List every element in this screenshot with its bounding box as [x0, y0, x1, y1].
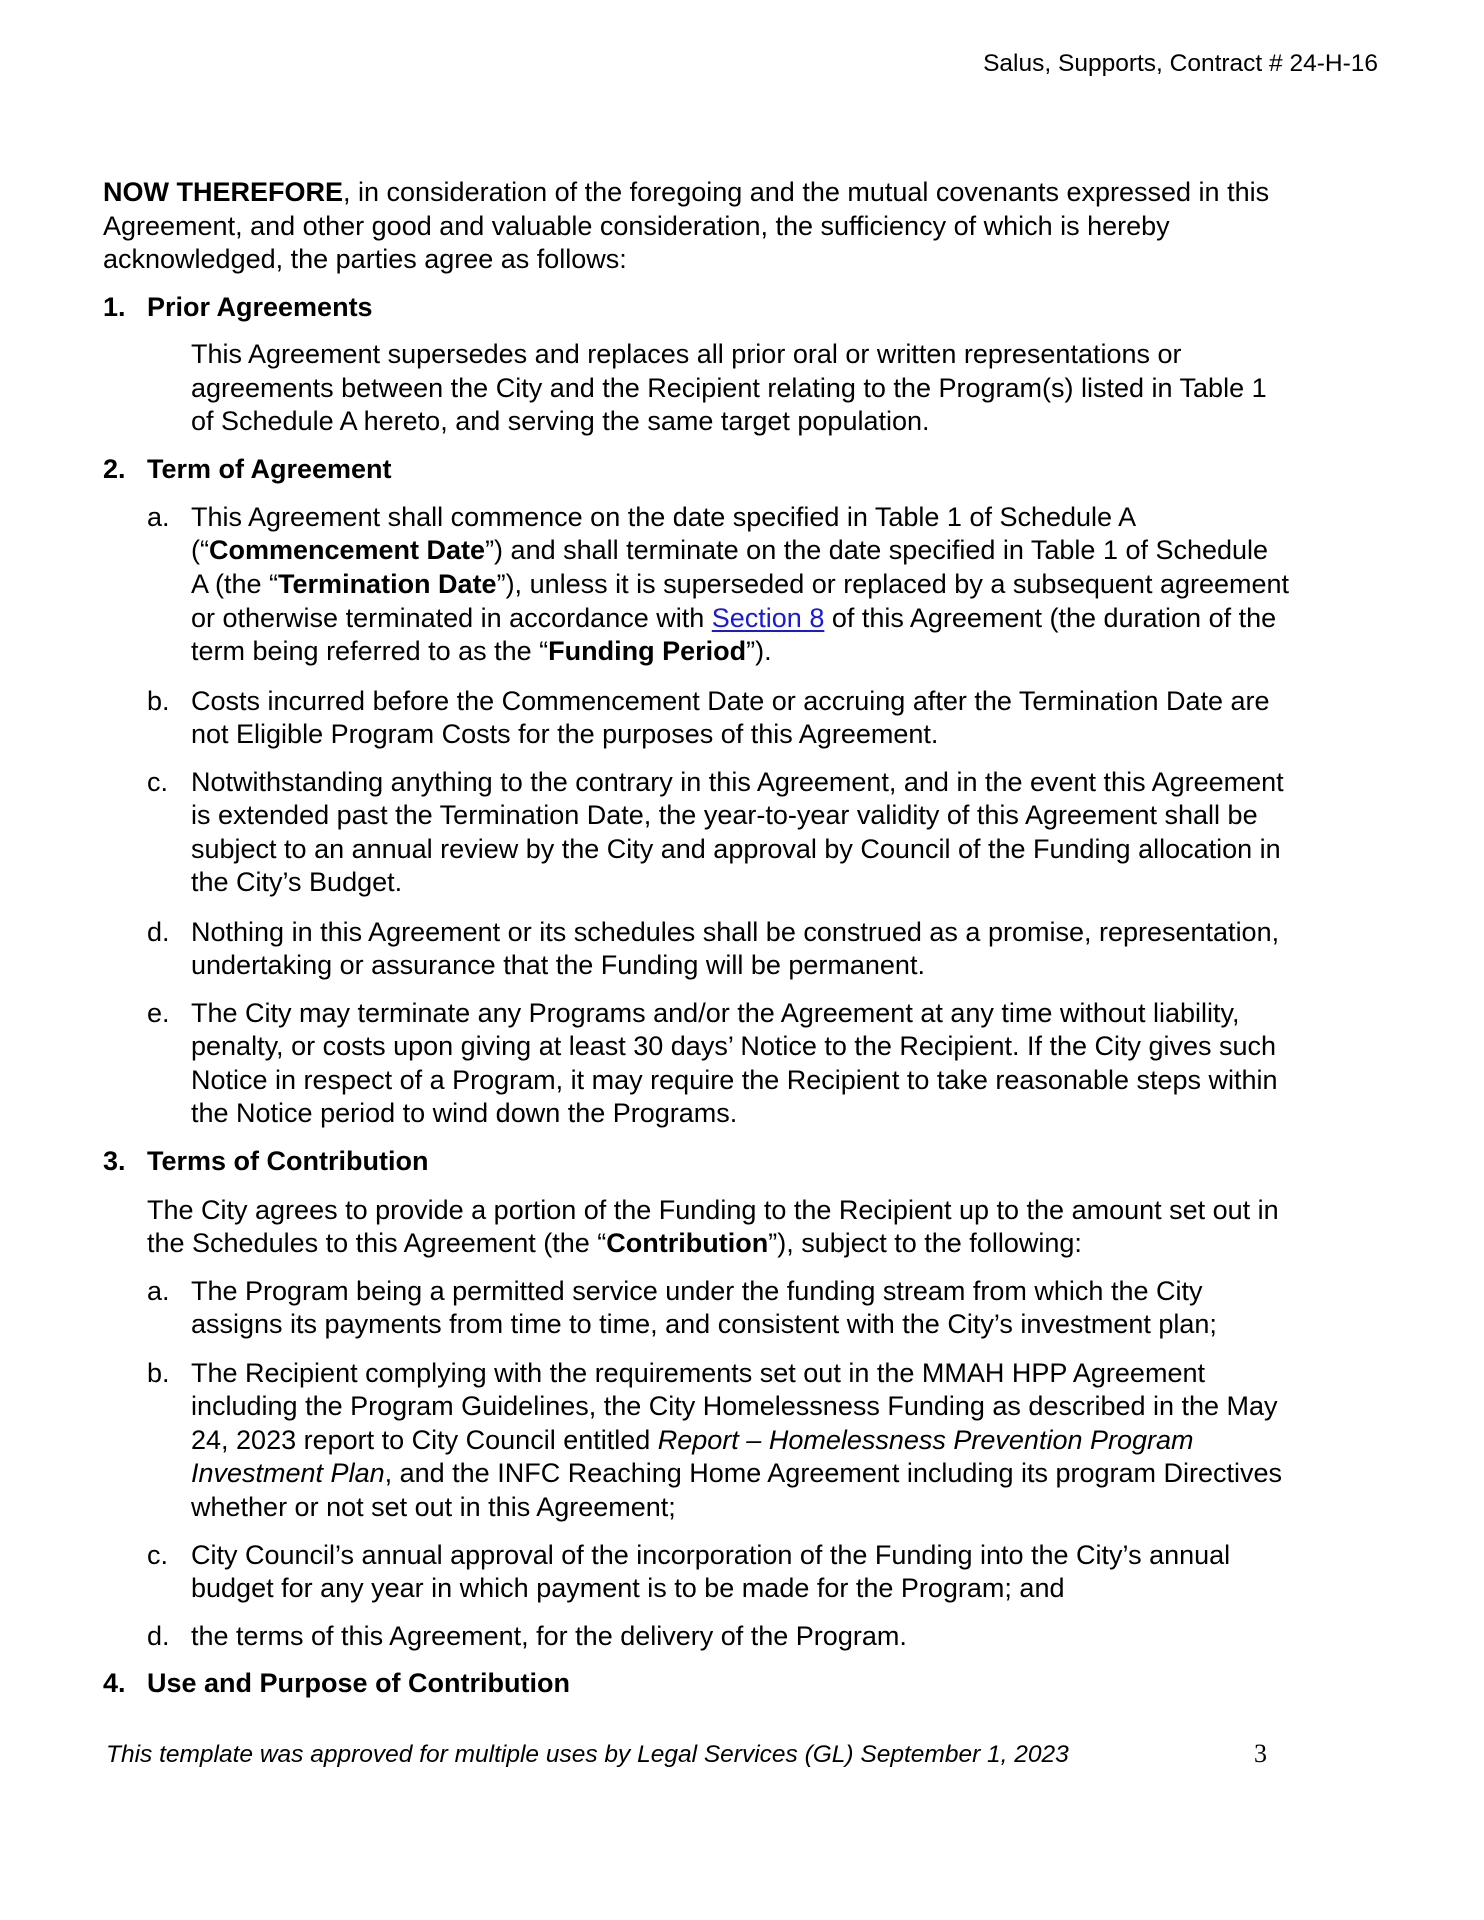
- text-run: is extended past the Termination Date, the year-to-year validity of this Agreement shall be: [191, 800, 1258, 830]
- list-item-line: [191, 1456, 1282, 1490]
- list-item-line: [191, 1029, 1276, 1063]
- section-title: Terms of Contribution: [147, 1146, 429, 1176]
- list-item-line: [191, 1423, 1194, 1457]
- text-run: budget for any year in which payment is to be made for the Program; and: [191, 1573, 1065, 1603]
- text-run: City Council’s annual approval of the incorporation of the Funding into the City’s annual: [191, 1540, 1231, 1570]
- text-run: ”) and shall terminate on the date specified in Table 1 of Schedule: [485, 535, 1269, 565]
- text-run: ”).: [746, 636, 772, 666]
- list-marker: d.: [147, 1621, 170, 1651]
- section-number: 4.: [103, 1668, 126, 1698]
- text-run: (“: [191, 535, 209, 565]
- text-run: Notwithstanding anything to the contrary in this Agreement, and in the event this Agreement: [191, 767, 1284, 797]
- preamble-line: [103, 242, 627, 276]
- list-item-line: [191, 1538, 1230, 1572]
- italic-title: Report – Homelessness Prevention Program: [657, 1425, 1194, 1455]
- list-item-line: [191, 567, 1289, 601]
- text-run: This Agreement supersedes and replaces all prior oral or written representations or: [191, 339, 1182, 369]
- text-run: the Notice period to wind down the Programs.: [191, 1098, 738, 1128]
- text-run: or otherwise terminated in accordance with: [191, 603, 712, 633]
- text-run: The Recipient complying with the requirements set out in the MMAH HPP Agreement: [191, 1358, 1205, 1388]
- list-marker: c.: [147, 767, 169, 797]
- text-run: Notice in respect of a Program, it may require the Recipient to take reasonable steps within: [191, 1065, 1278, 1095]
- paragraph-line: [191, 404, 930, 438]
- italic-title: Investment Plan: [191, 1458, 385, 1488]
- list-marker: e.: [147, 998, 170, 1028]
- list-marker: b.: [147, 1358, 170, 1388]
- list-item-line: [191, 1274, 1202, 1308]
- text-run: Agreement, and other good and valuable consideration, the sufficiency of which is hereby: [103, 211, 1170, 241]
- page-number: 3: [1254, 1739, 1267, 1768]
- text-run: the terms of this Agreement, for the delivery of the Program.: [191, 1621, 907, 1651]
- list-marker: a.: [147, 502, 170, 532]
- list-item-line: [191, 765, 1284, 799]
- text-run: undertaking or assurance that the Funding will be permanent.: [191, 950, 925, 980]
- text-run: The City may terminate any Programs and/or the Agreement at any time without liability,: [191, 998, 1240, 1028]
- page-header: Salus, Supports, Contract # 24-H-16: [983, 50, 1378, 77]
- text-run: of this Agreement (the duration of the: [824, 603, 1277, 633]
- list-item-line: [191, 533, 1268, 567]
- section-number: 1.: [103, 292, 126, 322]
- list-item-line: [191, 832, 1281, 866]
- text-run: the Schedules to this Agreement (the “: [147, 1228, 607, 1258]
- text-run: assigns its payments from time to time, and consistent with the City’s investment plan;: [191, 1309, 1217, 1339]
- section-number: 2.: [103, 454, 126, 484]
- section-link[interactable]: Section 8: [711, 603, 825, 633]
- text-run: the City’s Budget.: [191, 867, 403, 897]
- list-item-line: [191, 684, 1270, 718]
- list-item-line: [191, 717, 938, 751]
- paragraph-line: [191, 371, 1267, 405]
- list-marker: a.: [147, 1276, 170, 1306]
- text-run: whether or not set out in this Agreement;: [191, 1492, 676, 1522]
- preamble-line: [103, 209, 1170, 243]
- defined-term: NOW THEREFORE: [103, 177, 343, 207]
- defined-term: Contribution: [606, 1228, 769, 1258]
- defined-term: Commencement Date: [208, 535, 486, 565]
- section-title: Use and Purpose of Contribution: [147, 1668, 570, 1698]
- text-run: 24, 2023 report to City Council entitled: [191, 1425, 658, 1455]
- list-item-line: [191, 1356, 1205, 1390]
- text-run: of Schedule A hereto, and serving the same target population.: [191, 406, 930, 436]
- list-item-line: [191, 996, 1239, 1030]
- preamble-line: [103, 175, 1269, 209]
- list-item-line: [191, 1307, 1217, 1341]
- text-run: A (the “: [191, 569, 279, 599]
- paragraph-line: [191, 337, 1182, 371]
- intro-line: [147, 1226, 1082, 1260]
- text-run: The City agrees to provide a portion of the Funding to the Recipient up to the amount set out in: [147, 1195, 1279, 1225]
- list-item-line: [191, 601, 1276, 635]
- text-run: , in consideration of the foregoing and the mutual covenants expressed in this: [343, 177, 1270, 207]
- text-run: Nothing in this Agreement or its schedules shall be construed as a promise, representation,: [191, 917, 1280, 947]
- list-item-line: [191, 634, 772, 668]
- list-marker: c.: [147, 1540, 169, 1570]
- text-run: term being referred to as the “: [191, 636, 549, 666]
- list-item-line: [191, 1490, 676, 1524]
- list-item-line: [191, 1063, 1278, 1097]
- list-item-line: [191, 865, 402, 899]
- text-run: acknowledged, the parties agree as follows:: [103, 244, 627, 274]
- text-run: ”), unless it is superseded or replaced by a subsequent agreement: [496, 569, 1290, 599]
- defined-term: Termination Date: [278, 569, 497, 599]
- text-run: ”), subject to the following:: [768, 1228, 1082, 1258]
- text-run: agreements between the City and the Recipient relating to the Program(s) listed in Table 1: [191, 373, 1267, 403]
- text-run: This Agreement shall commence on the date specified in Table 1 of Schedule A: [191, 502, 1137, 532]
- list-item-line: [191, 948, 925, 982]
- text-run: Costs incurred before the Commencement Date or accruing after the Termination Date are: [191, 686, 1270, 716]
- list-item-line: [191, 798, 1258, 832]
- list-marker: b.: [147, 686, 170, 716]
- list-item-line: [191, 1389, 1278, 1423]
- intro-line: [147, 1193, 1279, 1227]
- list-item-line: [191, 1571, 1064, 1605]
- section-title: Prior Agreements: [147, 292, 373, 322]
- text-run: not Eligible Program Costs for the purposes of this Agreement.: [191, 719, 939, 749]
- section-number: 3.: [103, 1146, 126, 1176]
- text-run: penalty, or costs upon giving at least 30 days’ Notice to the Recipient. If the City gives such: [191, 1031, 1277, 1061]
- text-run: subject to an annual review by the City and approval by Council of the Funding allocation in: [191, 834, 1281, 864]
- page-footer: This template was approved for multiple uses by Legal Services (GL) September 1, 2023: [106, 1741, 1069, 1768]
- list-item-line: [191, 915, 1279, 949]
- list-item-line: [191, 1096, 737, 1130]
- section-title: Term of Agreement: [147, 454, 392, 484]
- text-run: , and the INFC Reaching Home Agreement including its program Directives: [384, 1458, 1283, 1488]
- text-run: The Program being a permitted service under the funding stream from which the City: [191, 1276, 1203, 1306]
- text-run: including the Program Guidelines, the City Homelessness Funding as described in the May: [191, 1391, 1278, 1421]
- list-marker: d.: [147, 917, 170, 947]
- defined-term: Funding Period: [548, 636, 747, 666]
- list-item-line: [191, 500, 1136, 534]
- list-item-line: [191, 1619, 907, 1653]
